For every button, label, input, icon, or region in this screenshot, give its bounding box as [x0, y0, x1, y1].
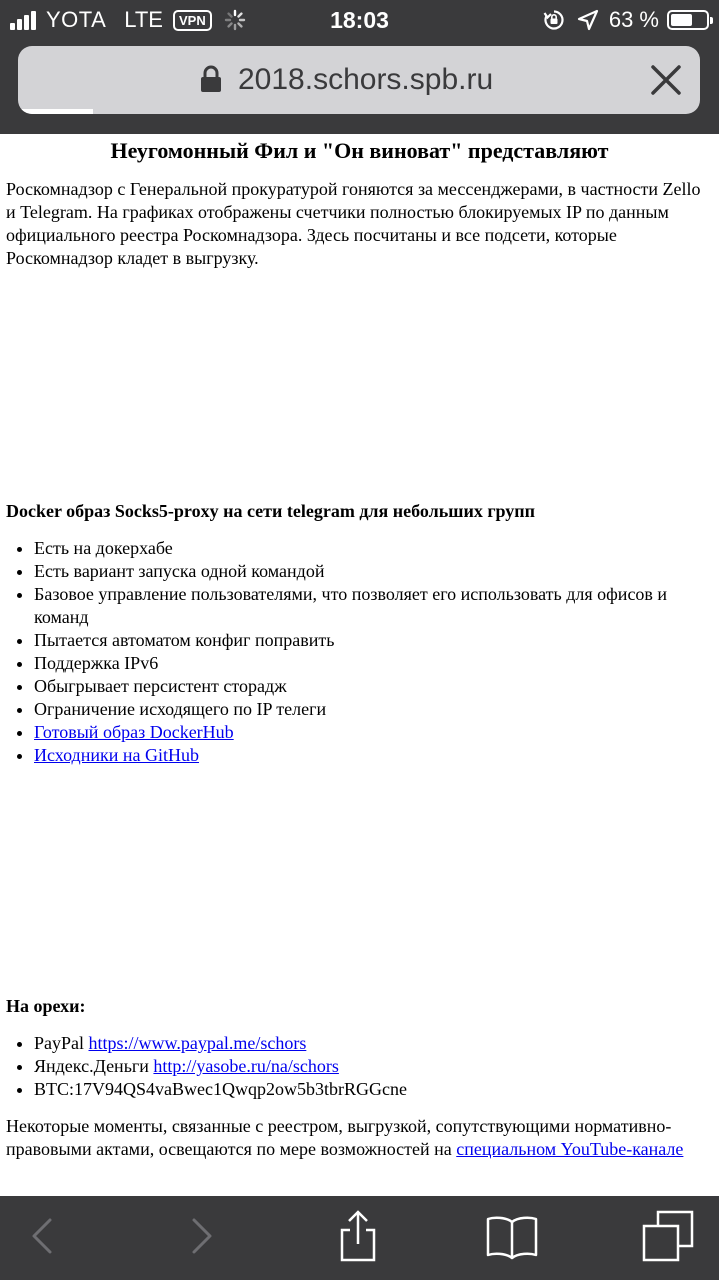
- status-bar: [0, 0, 719, 40]
- battery-level: [671, 14, 692, 26]
- page-content: [6, 134, 713, 1161]
- location-icon: [577, 9, 599, 31]
- vpn-badge: VPN: [173, 10, 212, 31]
- list-item: [34, 1078, 713, 1101]
- network-type: LTE: [124, 7, 163, 32]
- list-item: • Пытается автоматом конфиг поправить: [34, 629, 713, 652]
- list-item: • Есть вариант запуска одной командой: [34, 560, 713, 583]
- list-item: • Поддержка IPv6: [34, 652, 713, 675]
- list-item: [34, 744, 713, 767]
- donate-label-paypal: PayPal: [34, 1033, 89, 1053]
- battery-percent: 63 %: [608, 7, 659, 32]
- intro-paragraph: Роскомнадзор с Генеральной прокуратурой гоняются за мессенджерами, в частности Zello и Telegram. На графиках отображены счетчики полностью блокируемых IP по данным официального реестра Роскомнадзора. Здесь посчитаны и все подсети, которые Роскомнадзор кладет в выгрузку.: [6, 179, 701, 268]
- browser-chrome: [0, 0, 719, 134]
- battery-icon: [667, 10, 709, 30]
- status-time: 18:03: [330, 7, 389, 33]
- address-bar[interactable]: [18, 46, 700, 114]
- list-item: [34, 1055, 713, 1078]
- lock-icon: [200, 65, 222, 93]
- btc-address: BTC:17V94QS4vaBwec1Qwqp2ow5b3tbrRGGcne: [34, 1079, 407, 1099]
- back-icon[interactable]: [12, 1206, 72, 1266]
- list-item: • Ограничение исходящего по IP телеги: [34, 698, 713, 721]
- page-load-progress: [18, 109, 93, 114]
- github-link[interactable]: Исходники на GitHub: [34, 745, 199, 765]
- youtube-channel-link[interactable]: специальном YouTube-канале: [456, 1139, 684, 1159]
- footer-paragraph: [6, 1115, 713, 1161]
- donate-list: [6, 1032, 713, 1101]
- rotation-lock-icon: [543, 9, 565, 31]
- paypal-link[interactable]: https://www.paypal.me/schors: [88, 1033, 307, 1053]
- list-item: • Есть на докерхабе: [34, 537, 713, 560]
- list-item: • Обыгрывает персистент сторадж: [34, 675, 713, 698]
- docker-section-heading: Docker образ Socks5-proxy на сети telegram для небольших групп: [6, 501, 536, 521]
- url-text[interactable]: 2018.schors.spb.ru: [238, 63, 494, 96]
- status-right: [543, 5, 709, 35]
- carrier-name: YOTA: [46, 7, 107, 32]
- footer-text: Некоторые моменты, связанные с реестром, выгрузкой, сопутствующими нормативно-правовыми актами, освещаются по мере возможностей на: [6, 1116, 672, 1159]
- donate-section-heading: На орехи:: [6, 996, 86, 1016]
- donate-label-yandex: Яндекс.Деньги: [34, 1056, 154, 1076]
- yandex-money-link[interactable]: http://yasobe.ru/na/schors: [153, 1056, 339, 1076]
- list-item: • Базовое управление пользователями, что позволяет его использовать для офисов и команд: [34, 583, 713, 629]
- list-item: [34, 721, 713, 744]
- browser-toolbar: [0, 1196, 719, 1280]
- bookmarks-icon[interactable]: [482, 1206, 542, 1266]
- page-title: Неугомонный Фил и "Он виноват" представляют: [110, 138, 609, 163]
- list-item: [34, 1032, 713, 1055]
- docker-feature-list: [6, 537, 713, 767]
- tabs-icon[interactable]: [638, 1206, 698, 1266]
- share-icon[interactable]: [328, 1206, 388, 1266]
- stop-loading-button[interactable]: [648, 62, 684, 98]
- dockerhub-link[interactable]: Готовый образ DockerHub: [34, 722, 234, 742]
- forward-icon[interactable]: [172, 1206, 232, 1266]
